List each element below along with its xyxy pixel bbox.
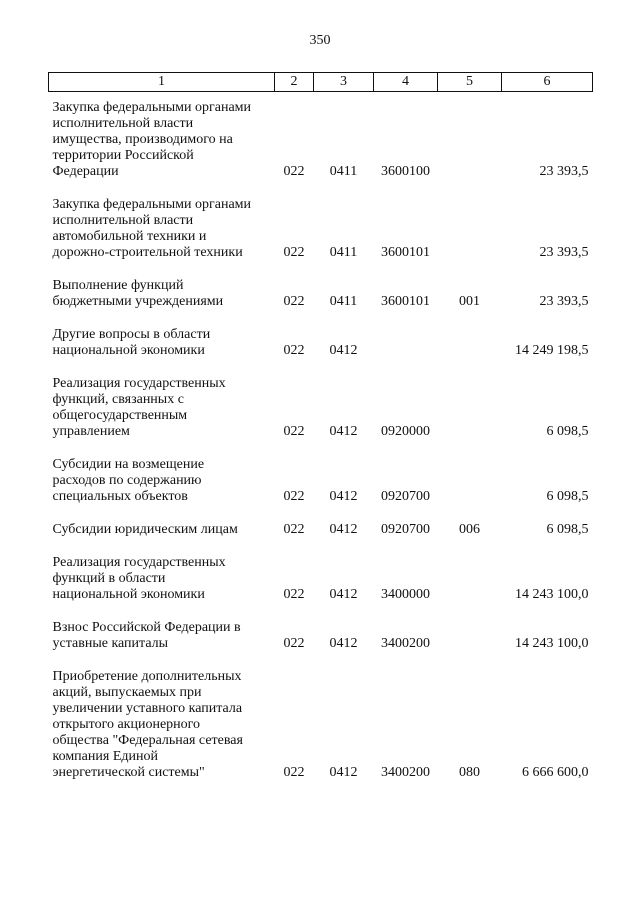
table-header <box>49 73 593 92</box>
amount: 6 098,5 <box>546 424 589 439</box>
target-code: 3400200 <box>381 765 430 780</box>
page-number: 350 <box>309 33 331 48</box>
target-code: 3400000 <box>381 587 430 602</box>
table-row <box>49 92 593 181</box>
section-code: 0412 <box>329 343 358 358</box>
row-name-line: расходов по содержанию <box>52 473 202 488</box>
ministry-code: 022 <box>283 164 305 179</box>
row-name-line: Субсидии на возмещение <box>52 457 205 472</box>
row-name-line: энергетической системы" <box>52 765 205 780</box>
row-name-line: компания Единой <box>52 749 158 764</box>
expense-type-code: 080 <box>459 765 480 780</box>
row-name-line: уставные капиталы <box>52 636 169 651</box>
expense-type-code <box>438 603 502 652</box>
ministry-code: 022 <box>283 489 305 504</box>
row-name-line: автомобильной техники и <box>52 229 207 244</box>
row-name <box>49 310 275 359</box>
row-name <box>49 261 275 310</box>
table-row <box>49 310 593 359</box>
header-col-1: 1 <box>49 73 275 92</box>
header-col-3: 3 <box>314 73 374 92</box>
expense-type-code: 006 <box>459 522 480 537</box>
row-name-line: Реализация государственных <box>52 555 226 570</box>
table-row <box>49 603 593 652</box>
table-row <box>49 440 593 505</box>
expense-type-code <box>438 180 502 261</box>
amount: 6 098,5 <box>546 489 589 504</box>
ministry-code: 022 <box>283 765 305 780</box>
row-name-line: общества "Федеральная сетевая <box>52 733 243 748</box>
row-name <box>49 440 275 505</box>
row-name-line: функций в области <box>52 571 166 586</box>
section-code: 0412 <box>329 765 358 780</box>
target-code: 3600100 <box>381 164 430 179</box>
row-name-line: управлением <box>52 424 130 439</box>
table-row <box>49 538 593 603</box>
ministry-code: 022 <box>283 636 305 651</box>
expense-type-code <box>438 92 502 181</box>
row-name <box>49 359 275 440</box>
amount: 6 666 600,0 <box>522 765 589 780</box>
section-code: 0411 <box>329 164 358 179</box>
target-code: 0920700 <box>381 522 430 537</box>
expense-type-code <box>438 310 502 359</box>
target-code: 0920700 <box>381 489 430 504</box>
row-name-line: увеличении уставного капитала <box>52 701 243 716</box>
row-name-line: национальной экономики <box>52 587 205 602</box>
target-code <box>374 310 438 359</box>
header-col-4: 4 <box>374 73 438 92</box>
table-body <box>49 92 593 782</box>
row-name-line: дорожно-строительной техники <box>52 245 243 260</box>
expense-type-code <box>438 359 502 440</box>
header-col-5: 5 <box>438 73 502 92</box>
target-code: 3600101 <box>381 294 430 309</box>
expense-type-code <box>438 538 502 603</box>
row-name-line: Федерации <box>52 164 119 179</box>
header-row <box>49 73 593 92</box>
row-name-line: Другие вопросы в области <box>52 327 211 342</box>
row-name-line: функций, связанных с <box>52 392 184 407</box>
header-col-6: 6 <box>502 73 593 92</box>
section-code: 0412 <box>329 489 358 504</box>
table-row <box>49 180 593 261</box>
row-name-line: национальной экономики <box>52 343 205 358</box>
row-name <box>49 505 275 538</box>
row-name-line: Приобретение дополнительных <box>52 669 242 684</box>
target-code: 3400200 <box>381 636 430 651</box>
section-code: 0412 <box>329 522 358 537</box>
row-name-line: Закупка федеральными органами <box>52 100 252 115</box>
row-name-line: бюджетными учреждениями <box>52 294 224 309</box>
row-name-line: исполнительной власти <box>52 213 194 228</box>
row-name-line: специальных объектов <box>52 489 188 504</box>
row-name <box>49 538 275 603</box>
amount: 14 243 100,0 <box>515 587 589 602</box>
ministry-code: 022 <box>283 294 305 309</box>
amount: 14 243 100,0 <box>515 636 589 651</box>
section-code: 0412 <box>329 636 358 651</box>
amount: 23 393,5 <box>539 164 589 179</box>
section-code: 0411 <box>329 294 358 309</box>
ministry-code: 022 <box>283 522 305 537</box>
row-name-line: Выполнение функций <box>52 278 184 293</box>
row-name <box>49 180 275 261</box>
row-name-line: Закупка федеральными органами <box>52 197 252 212</box>
ministry-code: 022 <box>283 343 305 358</box>
row-name-line: исполнительной власти <box>52 116 194 131</box>
section-code: 0411 <box>329 245 358 260</box>
table-row <box>49 359 593 440</box>
table-row <box>49 505 593 538</box>
ministry-code: 022 <box>283 245 305 260</box>
target-code: 0920000 <box>381 424 430 439</box>
row-name-line: общегосударственным <box>52 408 188 423</box>
target-code: 3600101 <box>381 245 430 260</box>
ministry-code: 022 <box>283 424 305 439</box>
row-name <box>49 652 275 781</box>
section-code: 0412 <box>329 424 358 439</box>
row-name-line: Субсидии юридическим лицам <box>52 522 238 537</box>
row-name-line: акций, выпускаемых при <box>52 685 202 700</box>
table-row <box>49 261 593 310</box>
table-row <box>49 652 593 781</box>
header-col-2: 2 <box>275 73 314 92</box>
amount: 6 098,5 <box>546 522 589 537</box>
amount: 23 393,5 <box>539 294 589 309</box>
row-name-line: имущества, производимого на <box>52 132 233 147</box>
row-name <box>49 92 275 181</box>
row-name <box>49 603 275 652</box>
expense-type-code <box>438 440 502 505</box>
budget-table <box>48 72 593 781</box>
amount: 14 249 198,5 <box>515 343 589 358</box>
row-name-line: территории Российской <box>52 148 194 163</box>
row-name-line: Реализация государственных <box>52 376 226 391</box>
ministry-code: 022 <box>283 587 305 602</box>
amount: 23 393,5 <box>539 245 589 260</box>
expense-type-code: 001 <box>459 294 480 309</box>
row-name-line: открытого акционерного <box>52 717 201 732</box>
row-name-line: Взнос Российской Федерации в <box>52 620 241 635</box>
section-code: 0412 <box>329 587 358 602</box>
